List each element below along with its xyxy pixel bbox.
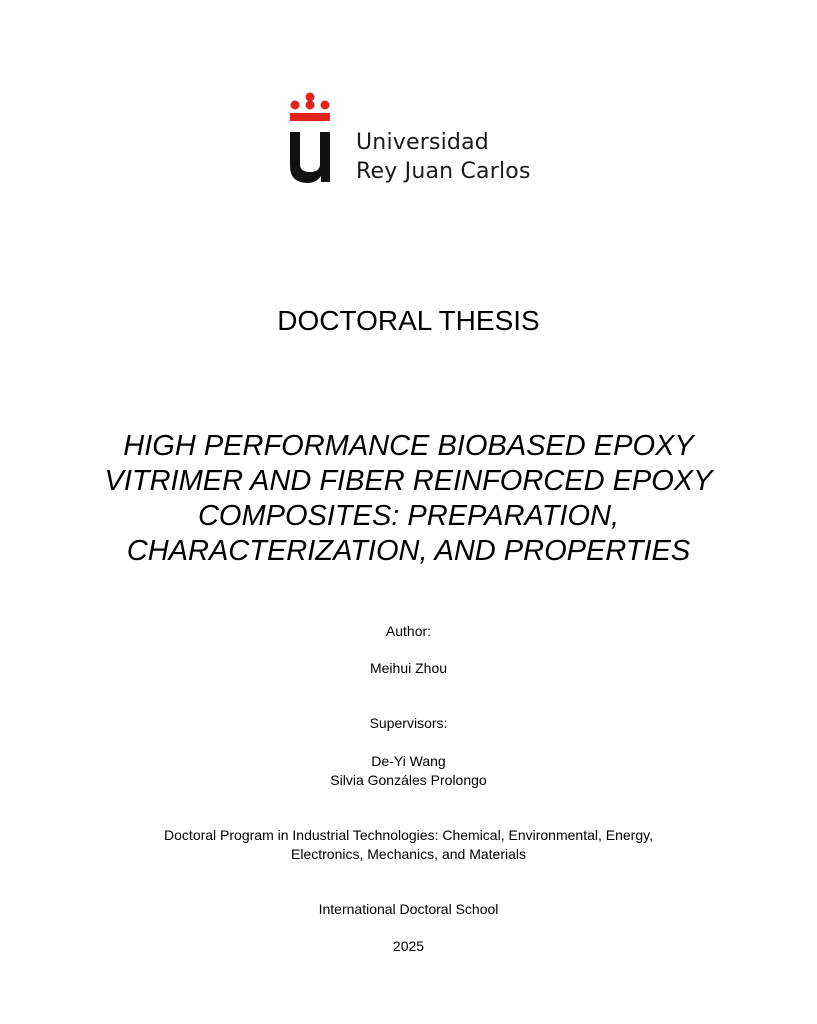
document-type: DOCTORAL THESIS bbox=[277, 305, 540, 336]
doctoral-school: International Doctoral School bbox=[318, 901, 499, 917]
university-name-line1: Universidad bbox=[356, 130, 489, 155]
thesis-title-line: CHARACTERIZATION, AND PROPERTIES bbox=[126, 535, 691, 567]
thesis-title-line: COMPOSITES: PREPARATION, bbox=[197, 500, 620, 532]
urjc-crown-u-icon bbox=[286, 92, 334, 184]
thesis-title bbox=[60, 429, 757, 569]
author-name: Meihui Zhou bbox=[369, 660, 448, 676]
supervisor-name: De-Yi Wang bbox=[371, 753, 446, 769]
university-name-line2: Rey Juan Carlos bbox=[356, 159, 531, 184]
author-label: Author: bbox=[385, 623, 432, 639]
university-name bbox=[356, 128, 531, 186]
university-logo bbox=[286, 92, 546, 188]
supervisors-label: Supervisors: bbox=[369, 715, 448, 731]
supervisor-name: Silvia Gonzáles Prolongo bbox=[330, 772, 487, 788]
thesis-title-line: VITRIMER AND FIBER REINFORCED EPOXY bbox=[104, 465, 713, 497]
thesis-title-line: HIGH PERFORMANCE BIOBASED EPOXY bbox=[123, 430, 694, 462]
doctoral-program-line: Electronics, Mechanics, and Materials bbox=[291, 846, 526, 862]
doctoral-program-line: Doctoral Program in Industrial Technologies: Chemical, Environmental, Energy, bbox=[164, 827, 653, 843]
thesis-year: 2025 bbox=[392, 938, 425, 954]
